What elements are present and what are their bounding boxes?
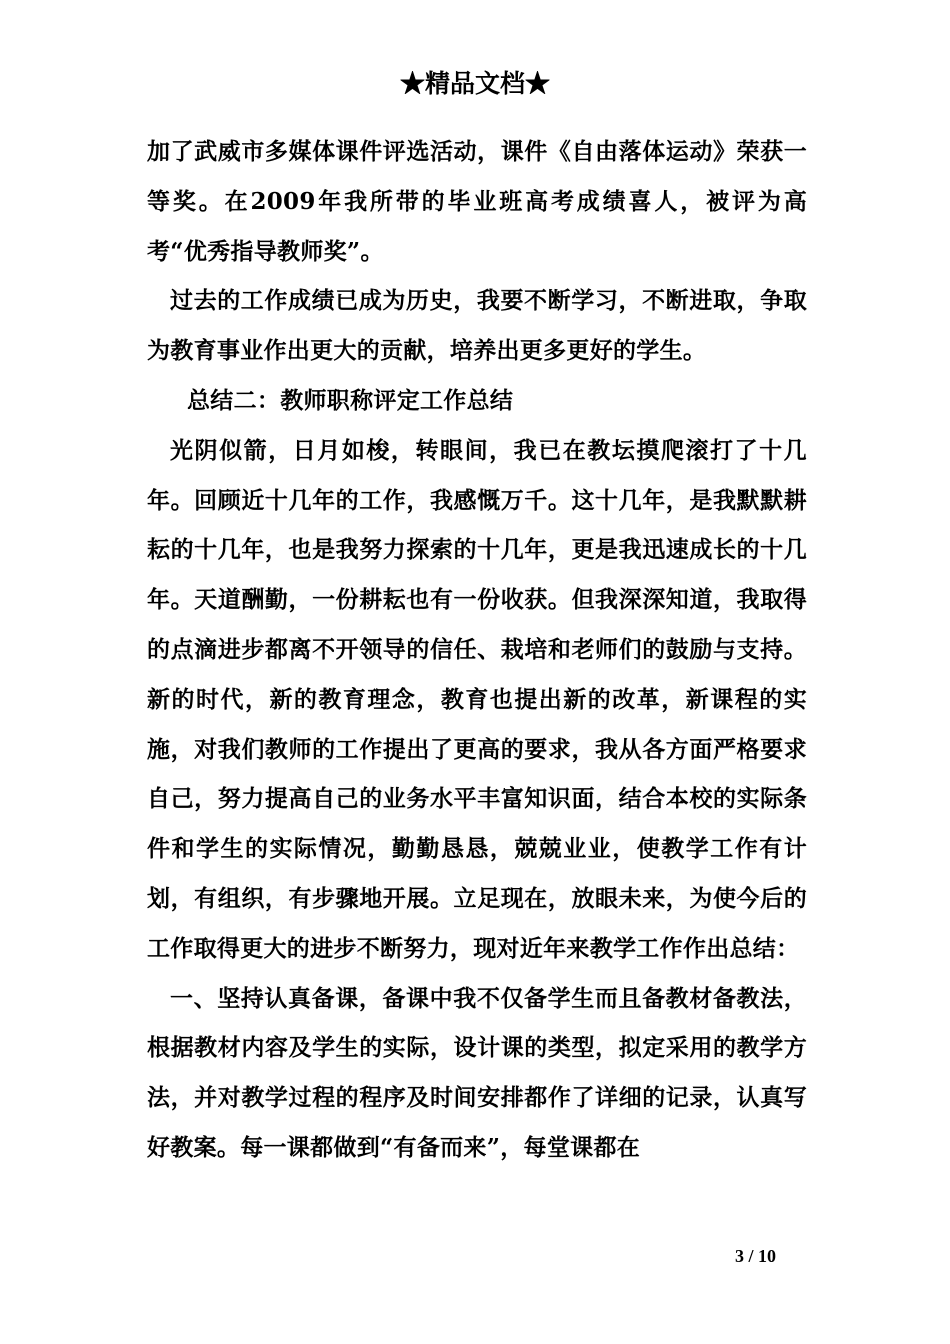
paragraph-award: 加了武威市多媒体课件评选活动，课件《自由落体运动》荣获一等奖。在2009年我所带的毕业班高考成绩喜人，被评为高考“优秀指导教师奖”。 bbox=[147, 138, 807, 265]
page-header-title: ★精品文档★ bbox=[399, 69, 550, 98]
section-heading: 总结二：教师职称评定工作总结 bbox=[187, 386, 514, 414]
paragraph-past-achievements: 过去的工作成绩已成为历史，我要不断学习，不断进取，争取为教育事业作出更大的贡献，培养出更多更好的学生。 bbox=[147, 287, 807, 365]
paragraph-summary-intro: 光阴似箭，日月如梭，转眼间，我已在教坛摸爬滚打了十几年。回顾近十几年的工作，我感慨万千。这十几年，是我默默耕耘的十几年，也是我努力探索的十几年，更是我迅速成长的十几年。天道酬勤，一份耕耘也有一份收获。但我深深知道，我取得的点滴进步都离不开领导的信任、栽培和老师们的鼓励与支持。新的时代，新的教育理念，教育也提出新的改革，新课程的实施，对我们教师的工作提出了更高的要求，我从各方面严格要求自己，努力提高自己的业务水平丰富知识面，结合本校的实际条件和学生的实际情况，勤勤恳恳，兢兢业业，使教学工作有计划，有组织，有步骤地开展。立足现在，放眼未来，为使今后的工作取得更大的进步不断努力，现对近年来教学工作作出总结： bbox=[147, 436, 807, 962]
page-number: 3 / 10 bbox=[735, 1246, 777, 1266]
document-body bbox=[147, 127, 807, 1173]
paragraph-lesson-preparation: 一、坚持认真备课，备课中我不仅备学生而且备教材备教法，根据教材内容及学生的实际，设计课的类型，拟定采用的教学方法，并对教学过程的程序及时间安排都作了详细的记录，认真写好教案。每一课都做到“有备而来”，每堂课都在 bbox=[147, 984, 807, 1161]
